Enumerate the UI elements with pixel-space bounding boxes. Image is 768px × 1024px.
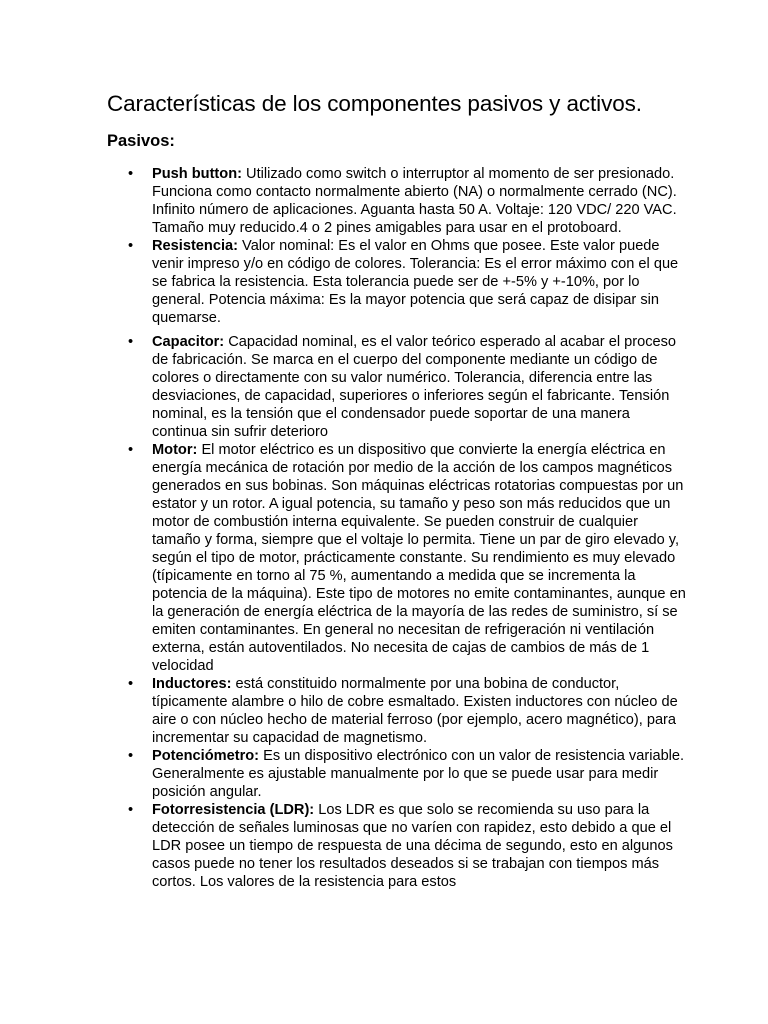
bullet-icon: • — [128, 676, 134, 692]
item-term: Resistencia: — [152, 238, 238, 254]
item-text: El motor eléctrico es un dispositivo que convierte la energía eléctrica en energía mecánica de rotación por medio de la acción de los campos magnéticos generados en sus bobinas. Son máquinas eléctricas rotatorias compuestas por un estator y un rotor. A igual potencia, su tamaño y peso son más reducidos que un motor de combustión interna equivalente. Se pueden construir de cualquier tamaño y forma, siempre que el voltaje lo permita. Tiene un par de giro elevado y, según el tipo de motor, prácticamente constante. Su rendimiento es muy elevado (típicamente en torno al 75 %, aumentando a medida que se incrementa la potencia de la máquina). Este tipo de motores no emite contaminantes, aunque en la generación de energía eléctrica de la mayoría de las redes de suministro, sí se emiten contaminantes. En general no necesitan de refrigeración ni ventilación externa, están autoventilados. No necesita de cajas de cambios de más de 1 velocidad — [152, 442, 686, 674]
document-title: Características de los componentes pasivos y activos. — [107, 91, 642, 116]
list-item-motor — [107, 441, 688, 675]
bullet-icon: • — [128, 442, 134, 458]
item-term: Motor: — [152, 442, 198, 458]
list-item-inductores — [107, 675, 688, 747]
item-text: está constituido normalmente por una bobina de conductor, típicamente alambre o hilo de cobre esmaltado. Existen inductores con núcleo de aire o con núcleo hecho de material ferroso (por ejemplo, acero magnético), para incrementar su capacidad de magnetismo. — [152, 676, 678, 746]
list-item-potenciometro — [107, 747, 688, 801]
bullet-icon: • — [128, 748, 134, 764]
section-heading-pasivos: Pasivos: — [107, 132, 175, 150]
item-text: Capacidad nominal, es el valor teórico esperado al acabar el proceso de fabricación. Se marca en el cuerpo del componente mediante un código de colores o directamente con su valor numérico. Tolerancia, diferencia entre las desviaciones, de capacidad, superiores o inferiores según el fabricante. Tensión nominal, es la tensión que el condensador puede soportar de una manera continua sin sufrir deterioro — [152, 334, 677, 440]
list-item-push-button — [107, 165, 688, 237]
item-term: Potenciómetro: — [152, 748, 260, 764]
bullet-icon: • — [128, 334, 134, 350]
list-item-resistencia — [107, 237, 688, 327]
bullet-icon: • — [128, 802, 134, 818]
item-text: Los LDR es que solo se recomienda su uso para la detección de señales luminosas que no varíen con rapidez, esto debido a que el LDR posee un tiempo de respuesta de una décima de segundo, esto en algunos casos puede no tener los resultados deseados si se trabajan con tiempos más cortos. Los valores de la resistencia para estos — [152, 802, 673, 890]
item-text: Utilizado como switch o interruptor al momento de ser presionado. Funciona como contacto normalmente abierto (NA) o normalmente cerrado (NC). Infinito número de aplicaciones. Aguanta hasta 50 A. Voltaje: 120 VDC/ 220 VAC. Tamaño muy reducido.4 o 2 pines amigables para usar en el protoboard. — [152, 166, 677, 236]
item-term: Fotorresistencia (LDR): — [152, 802, 315, 818]
item-text: Valor nominal: Es el valor en Ohms que posee. Este valor puede venir impreso y/o en código de colores. Tolerancia: Es el error máximo con el que se fabrica la resistencia. Esta tolerancia puede ser de +-5% y +-10%, por lo general. Potencia máxima: Es la mayor potencia que será capaz de disipar sin quemarse. — [152, 238, 679, 326]
item-text: Es un dispositivo electrónico con un valor de resistencia variable. Generalmente es ajustable manualmente por lo que se puede usar para medir posición angular. — [152, 748, 685, 800]
list-item-capacitor — [107, 333, 688, 441]
component-list — [107, 165, 688, 891]
item-term: Inductores: — [152, 676, 232, 692]
bullet-icon: • — [128, 238, 134, 254]
item-term: Push button: — [152, 166, 242, 182]
bullet-icon: • — [128, 166, 134, 182]
item-term: Capacitor: — [152, 334, 225, 350]
list-item-fotorresistencia — [107, 801, 688, 891]
